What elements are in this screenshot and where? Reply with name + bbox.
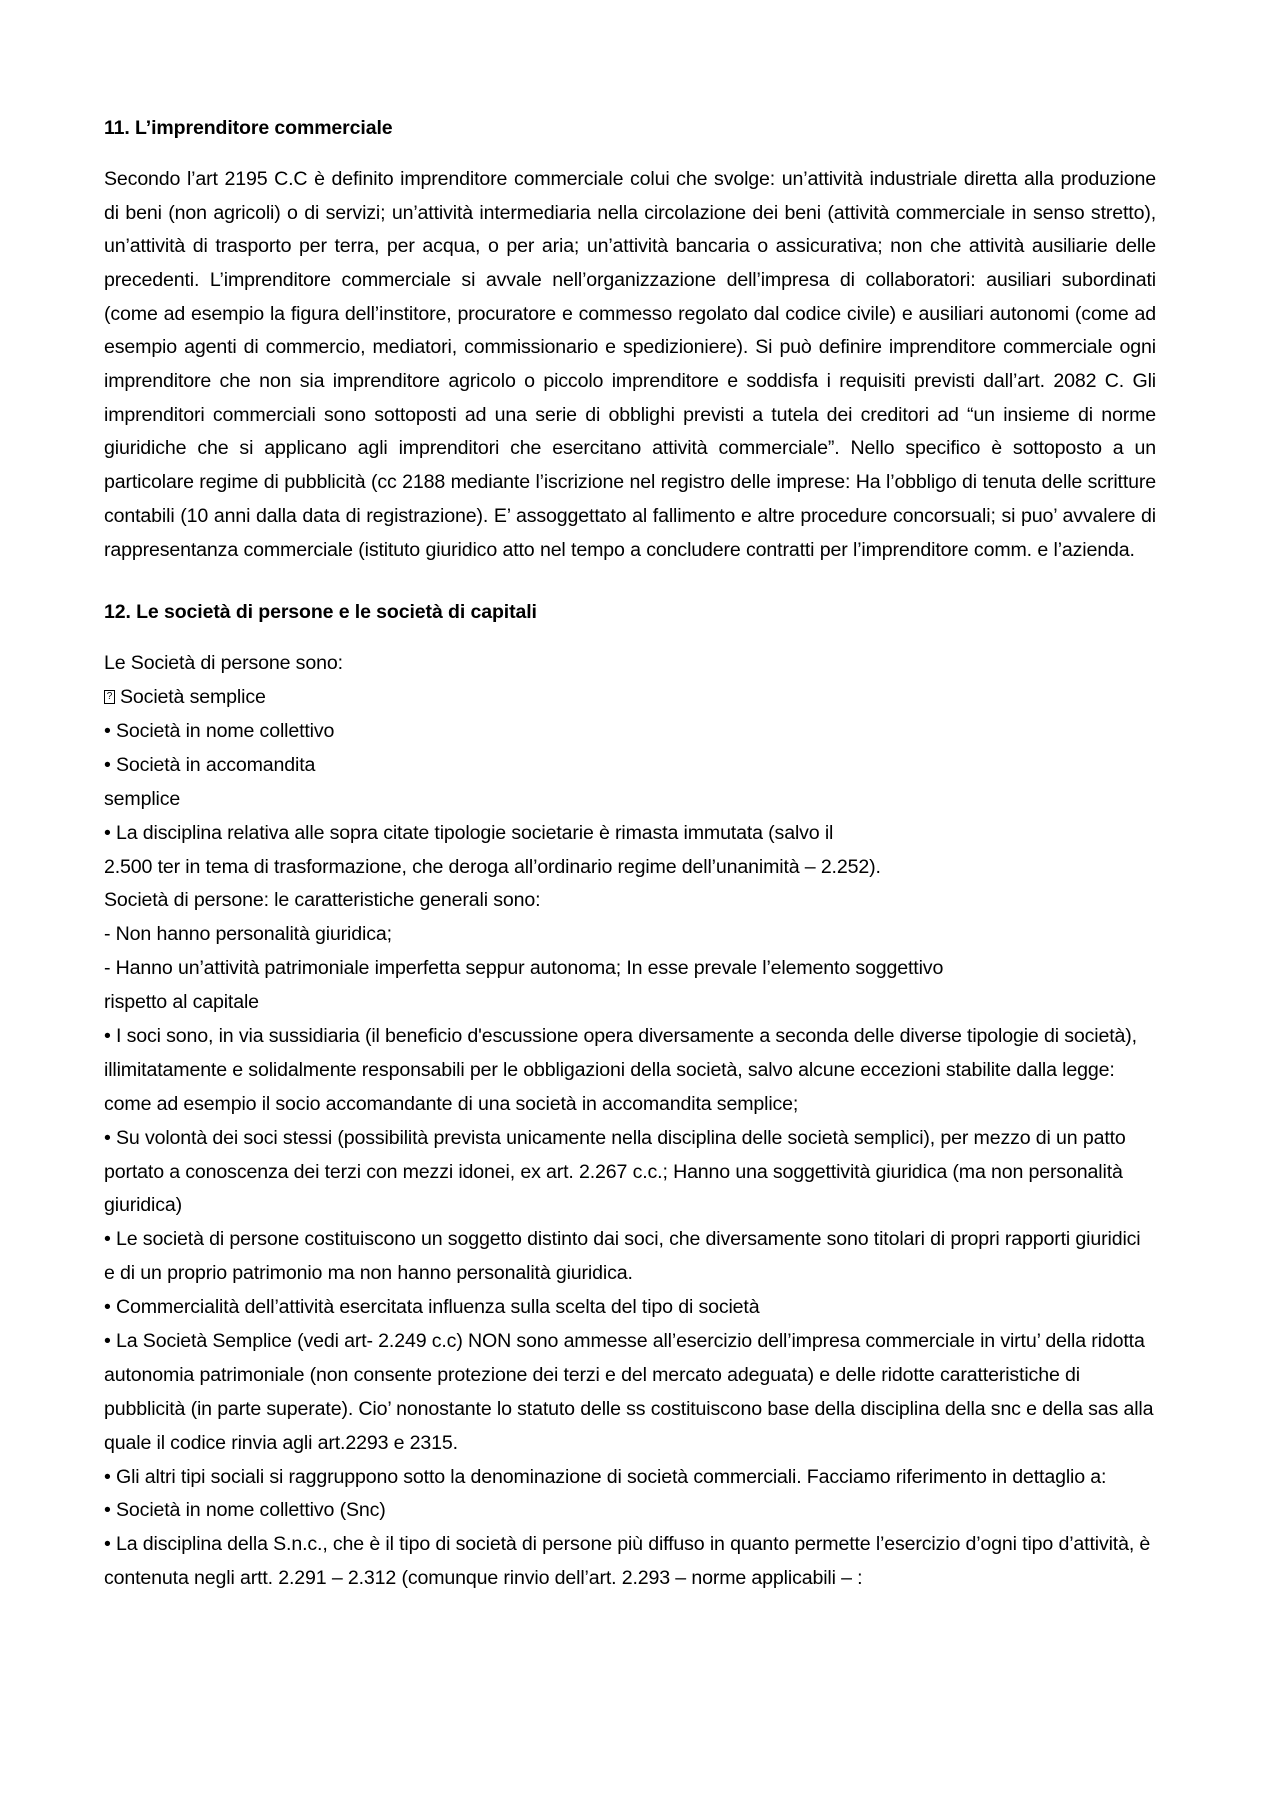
- list-item-accomandita: • Società in accomandita: [104, 753, 316, 776]
- list-item-accomandita-cont: semplice: [104, 787, 181, 810]
- list-item-snc: • Società in nome collettivo: [104, 719, 335, 742]
- list-item-altri-tipi-sociali: • Gli altri tipi sociali si raggruppono sotto la denominazione di società commerciali. Facciamo riferimento in dettaglio a:: [104, 1465, 1107, 1488]
- heading-section-11: 11. L’imprenditore commerciale: [104, 117, 393, 139]
- list-item-commercialita: • Commercialità dell’attività esercitata influenza sulla scelta del tipo di società: [104, 1296, 760, 1319]
- list-intro: Le Società di persone sono:: [104, 652, 343, 675]
- missing-glyph-bullet-icon: [104, 690, 115, 704]
- list-item-soggetto-distinto: • Le società di persone costituiscono un soggetto distinto dai soci, che diversamente sono titolari di propri rapporti giuridici e di un proprio patrimonio ma non hanno personalità giuridica.: [104, 1228, 1141, 1285]
- list-item-label: Società semplice: [120, 686, 266, 709]
- paragraph-section-11: Secondo l’art 2195 C.C è definito imprenditore commerciale colui che svolge: un’attività industriale diretta alla produzione di beni (non agricoli) o di servizi; un’attività intermediaria nella circolazione dei beni (attività commerciale in senso stretto), un’attività di trasporto per terra, per acqua, o per aria; un’attività bancaria o assicurativa; non che attività ausiliarie delle precedenti. L’imprenditore commerciale si avvale nell’organizzazione dell’impresa di collaboratori: ausiliari subordinati (come ad esempio la figura dell’institore, procuratore e commesso regolato dal codice civile) e ausiliari autonomi (come ad esempio agenti di commercio, mediatori, commissionario e spedizioniere). Si può definire imprenditore commerciale ogni imprenditore che non sia imprenditore agricolo o piccolo imprenditore e soddisfa i requisiti previsti dall’art. 2082 C. Gli imprenditori commerciali sono sottoposti ad una serie di obblighi previsti a tutela dei creditori ad “un insieme di norme giuridiche che si applicano agli imprenditori che esercitano attività commerciale”. Nello specifico è sottoposto a un particolare regime di pubblicità (cc 2188 mediante l’iscrizione nel registro delle imprese: Ha l’obbligo di tenuta delle scritture contabili (10 anni dalla data di registrazione). E’ assoggettato al fallimento e altre procedure concorsuali; si puo’ avvalere di rappresentanza commerciale (istituto giuridico atto nel tempo a concludere contratti per l’imprenditore comm. e l’azienda.: [104, 167, 1156, 561]
- list-item-2500-ter: 2.500 ter in tema di trasformazione, che deroga all’ordinario regime dell’unanimità – 2.252).: [104, 855, 881, 878]
- list-item-volonta-soci: • Su volontà dei soci stessi (possibilità prevista unicamente nella disciplina delle società semplici), per mezzo di un patto portato a conoscenza dei terzi con mezzi idonei, ex art. 2.267 c.c.; Hanno una soggettività giuridica (ma non personalità giuridica): [104, 1126, 1126, 1217]
- list-item-rispetto-capitale: rispetto al capitale: [104, 991, 259, 1014]
- list-item-societa-semplice-2249: • La Società Semplice (vedi art- 2.249 c.c) NON sono ammesse all’esercizio dell’impresa commerciale in virtu’ della ridotta autonomia patrimoniale (non consente protezione dei terzi e del mercato adeguata) e delle ridotte caratteristiche di pubblicità (in parte superate). Cio’ nonostante lo statuto delle ss costituiscono base della disciplina della snc e della sas alla quale il codice rinvia agli art.2293 e 2315.: [104, 1329, 1154, 1454]
- list-item-societa-semplice: [104, 681, 1156, 715]
- list-item-disciplina-snc: • La disciplina della S.n.c., che è il tipo di società di persone più diffuso in quanto permette l’esercizio d’ogni tipo d’attività, è contenuta negli artt. 2.291 – 2.312 (comunque rinvio dell’art. 2.293 – norme applicabili – :: [104, 1533, 1151, 1590]
- list-item-attivita-patrimoniale: - Hanno un’attività patrimoniale imperfetta seppur autonoma; In esse prevale l’elemento soggettivo: [104, 957, 944, 980]
- list-item-soci-sussidiaria: • I soci sono, in via sussidiaria (il beneficio d'escussione opera diversamente a seconda delle diverse tipologie di società), illimitatamente e solidalmente responsabili per le obbligazioni della società, salvo alcune eccezioni stabilite dalla legge: come ad esempio il socio accomandante di una società in accomandita semplice;: [104, 1024, 1137, 1115]
- list-item-snc-label: • Società in nome collettivo (Snc): [104, 1499, 386, 1522]
- page-content: [104, 116, 1156, 1596]
- list-intro-caratteristiche: Società di persone: le caratteristiche generali sono:: [104, 889, 541, 912]
- heading-section-12: 12. Le società di persone e le società di capitali: [104, 601, 537, 624]
- section-12-body: [104, 647, 1156, 1596]
- list-item-disciplina-relativa: • La disciplina relativa alle sopra citate tipologie societarie è rimasta immutata (salvo il: [104, 821, 834, 844]
- list-item-no-personalita: - Non hanno personalità giuridica;: [104, 923, 392, 946]
